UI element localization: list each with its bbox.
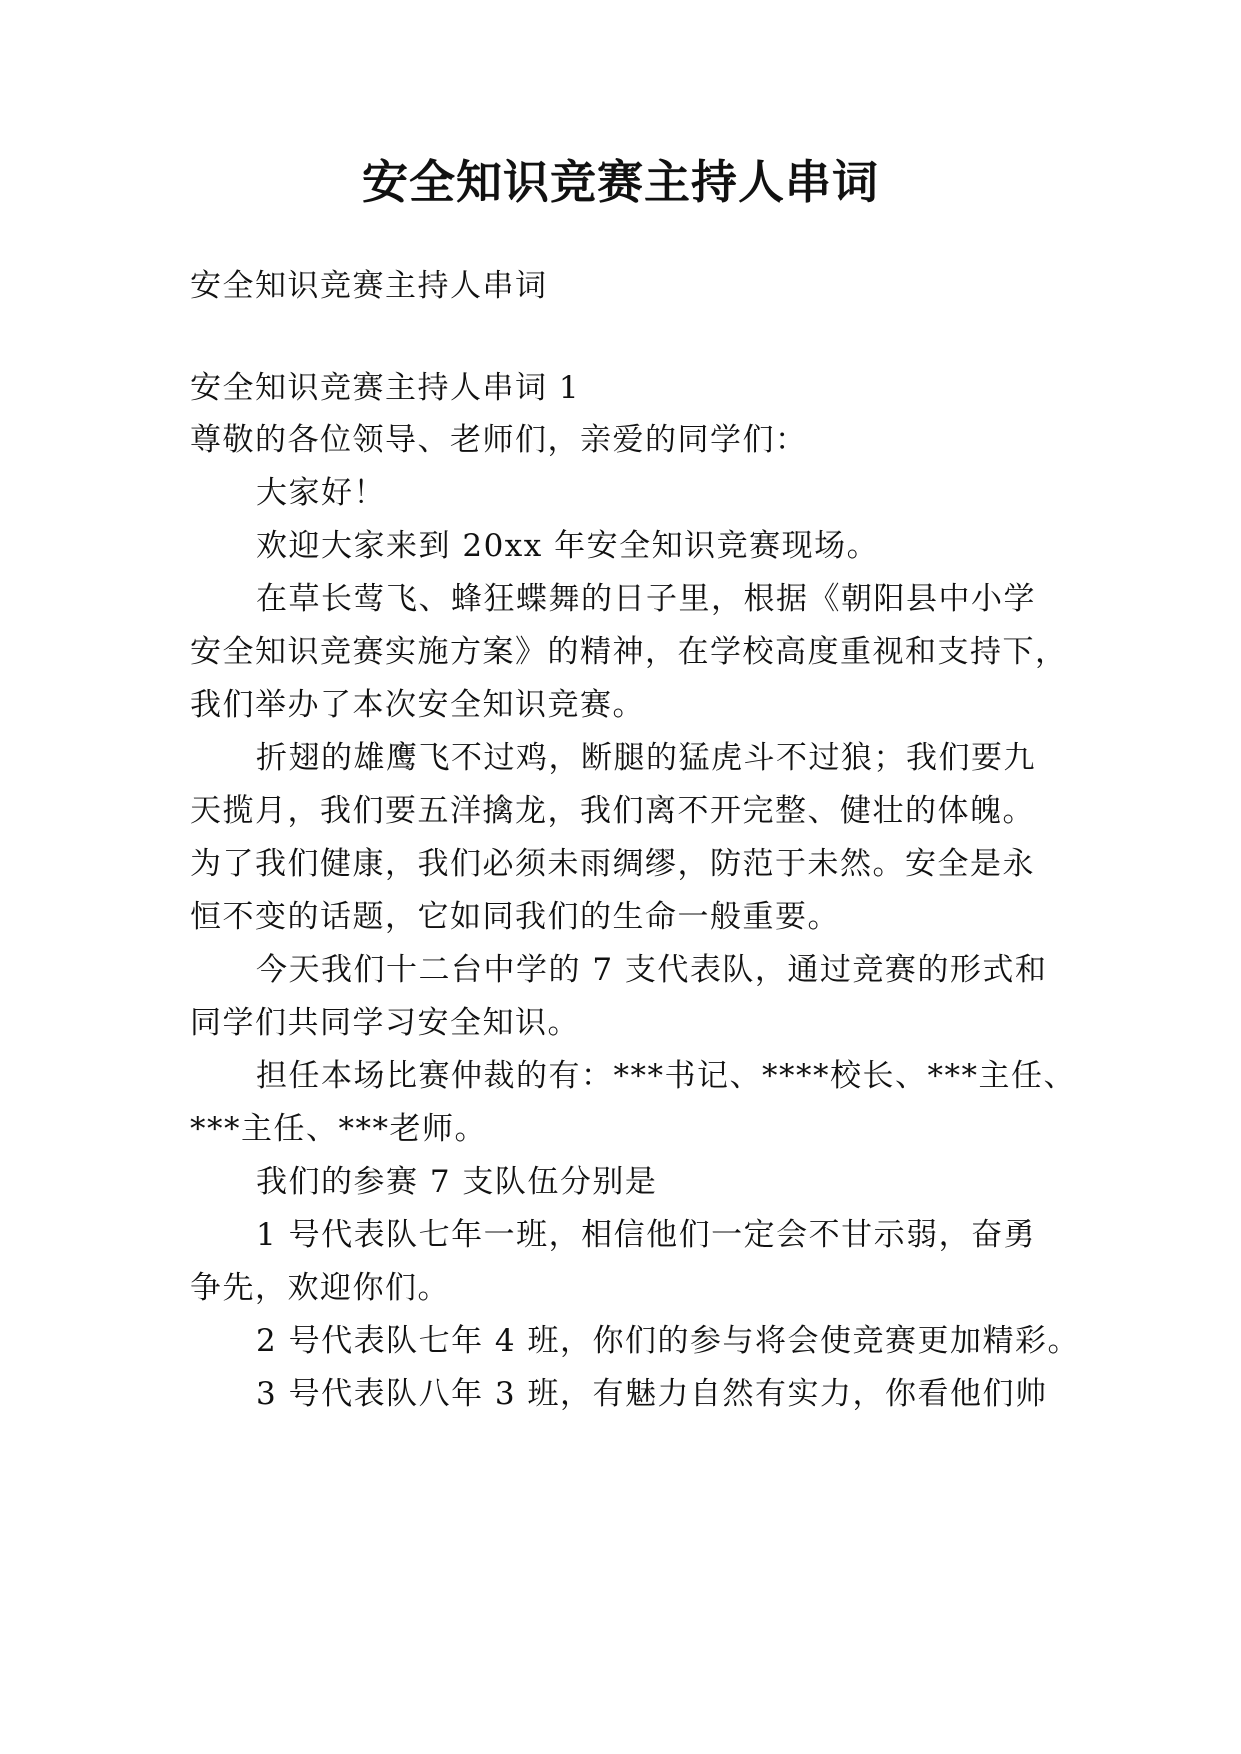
paragraph-line: 担任本场比赛仲裁的有：***书记、****校长、***主任、 (256, 1058, 1076, 1094)
paragraph-line: 天揽月，我们要五洋擒龙，我们离不开完整、健壮的体魄。 (190, 793, 1035, 829)
paragraph-line: 为了我们健康，我们必须未雨绸缪，防范于未然。安全是永 (190, 846, 1035, 882)
paragraph-line: ***主任、***老师。 (190, 1111, 487, 1147)
paragraph-line: 我们的参赛 7 支队伍分别是 (256, 1164, 658, 1200)
paragraph-line: 同学们共同学习安全知识。 (190, 1005, 580, 1041)
paragraph-line: 折翅的雄鹰飞不过鸡，断腿的猛虎斗不过狼；我们要九 (256, 740, 1036, 776)
paragraph-line: 我们举办了本次安全知识竞赛。 (190, 687, 645, 723)
paragraph-line: 在草长莺飞、蜂狂蝶舞的日子里，根据《朝阳县中小学 (256, 581, 1036, 617)
paragraph-line: 安全知识竞赛实施方案》的精神，在学校高度重视和支持下， (190, 634, 1068, 670)
paragraph-line: 欢迎大家来到 20xx 年安全知识竞赛现场。 (256, 528, 880, 564)
salutation: 尊敬的各位领导、老师们，亲爱的同学们： (190, 422, 808, 458)
paragraph-line: 今天我们十二台中学的 7 支代表队，通过竞赛的形式和 (256, 952, 1048, 988)
paragraph-line: 2 号代表队七年 4 班，你们的参与将会使竞赛更加精彩。 (256, 1323, 1081, 1359)
paragraph-line: 恒不变的话题，它如同我们的生命一般重要。 (190, 899, 840, 935)
paragraph-line: 大家好！ (256, 475, 386, 511)
section-heading: 安全知识竞赛主持人串词 1 (190, 370, 581, 406)
paragraph-line: 3 号代表队八年 3 班，有魅力自然有实力，你看他们帅 (256, 1376, 1048, 1412)
document-title: 安全知识竞赛主持人串词 (362, 155, 879, 209)
paragraph-line: 1 号代表队七年一班，相信他们一定会不甘示弱，奋勇 (256, 1217, 1037, 1253)
document-subtitle: 安全知识竞赛主持人串词 (190, 268, 548, 304)
paragraph-line: 争先，欢迎你们。 (190, 1270, 450, 1306)
